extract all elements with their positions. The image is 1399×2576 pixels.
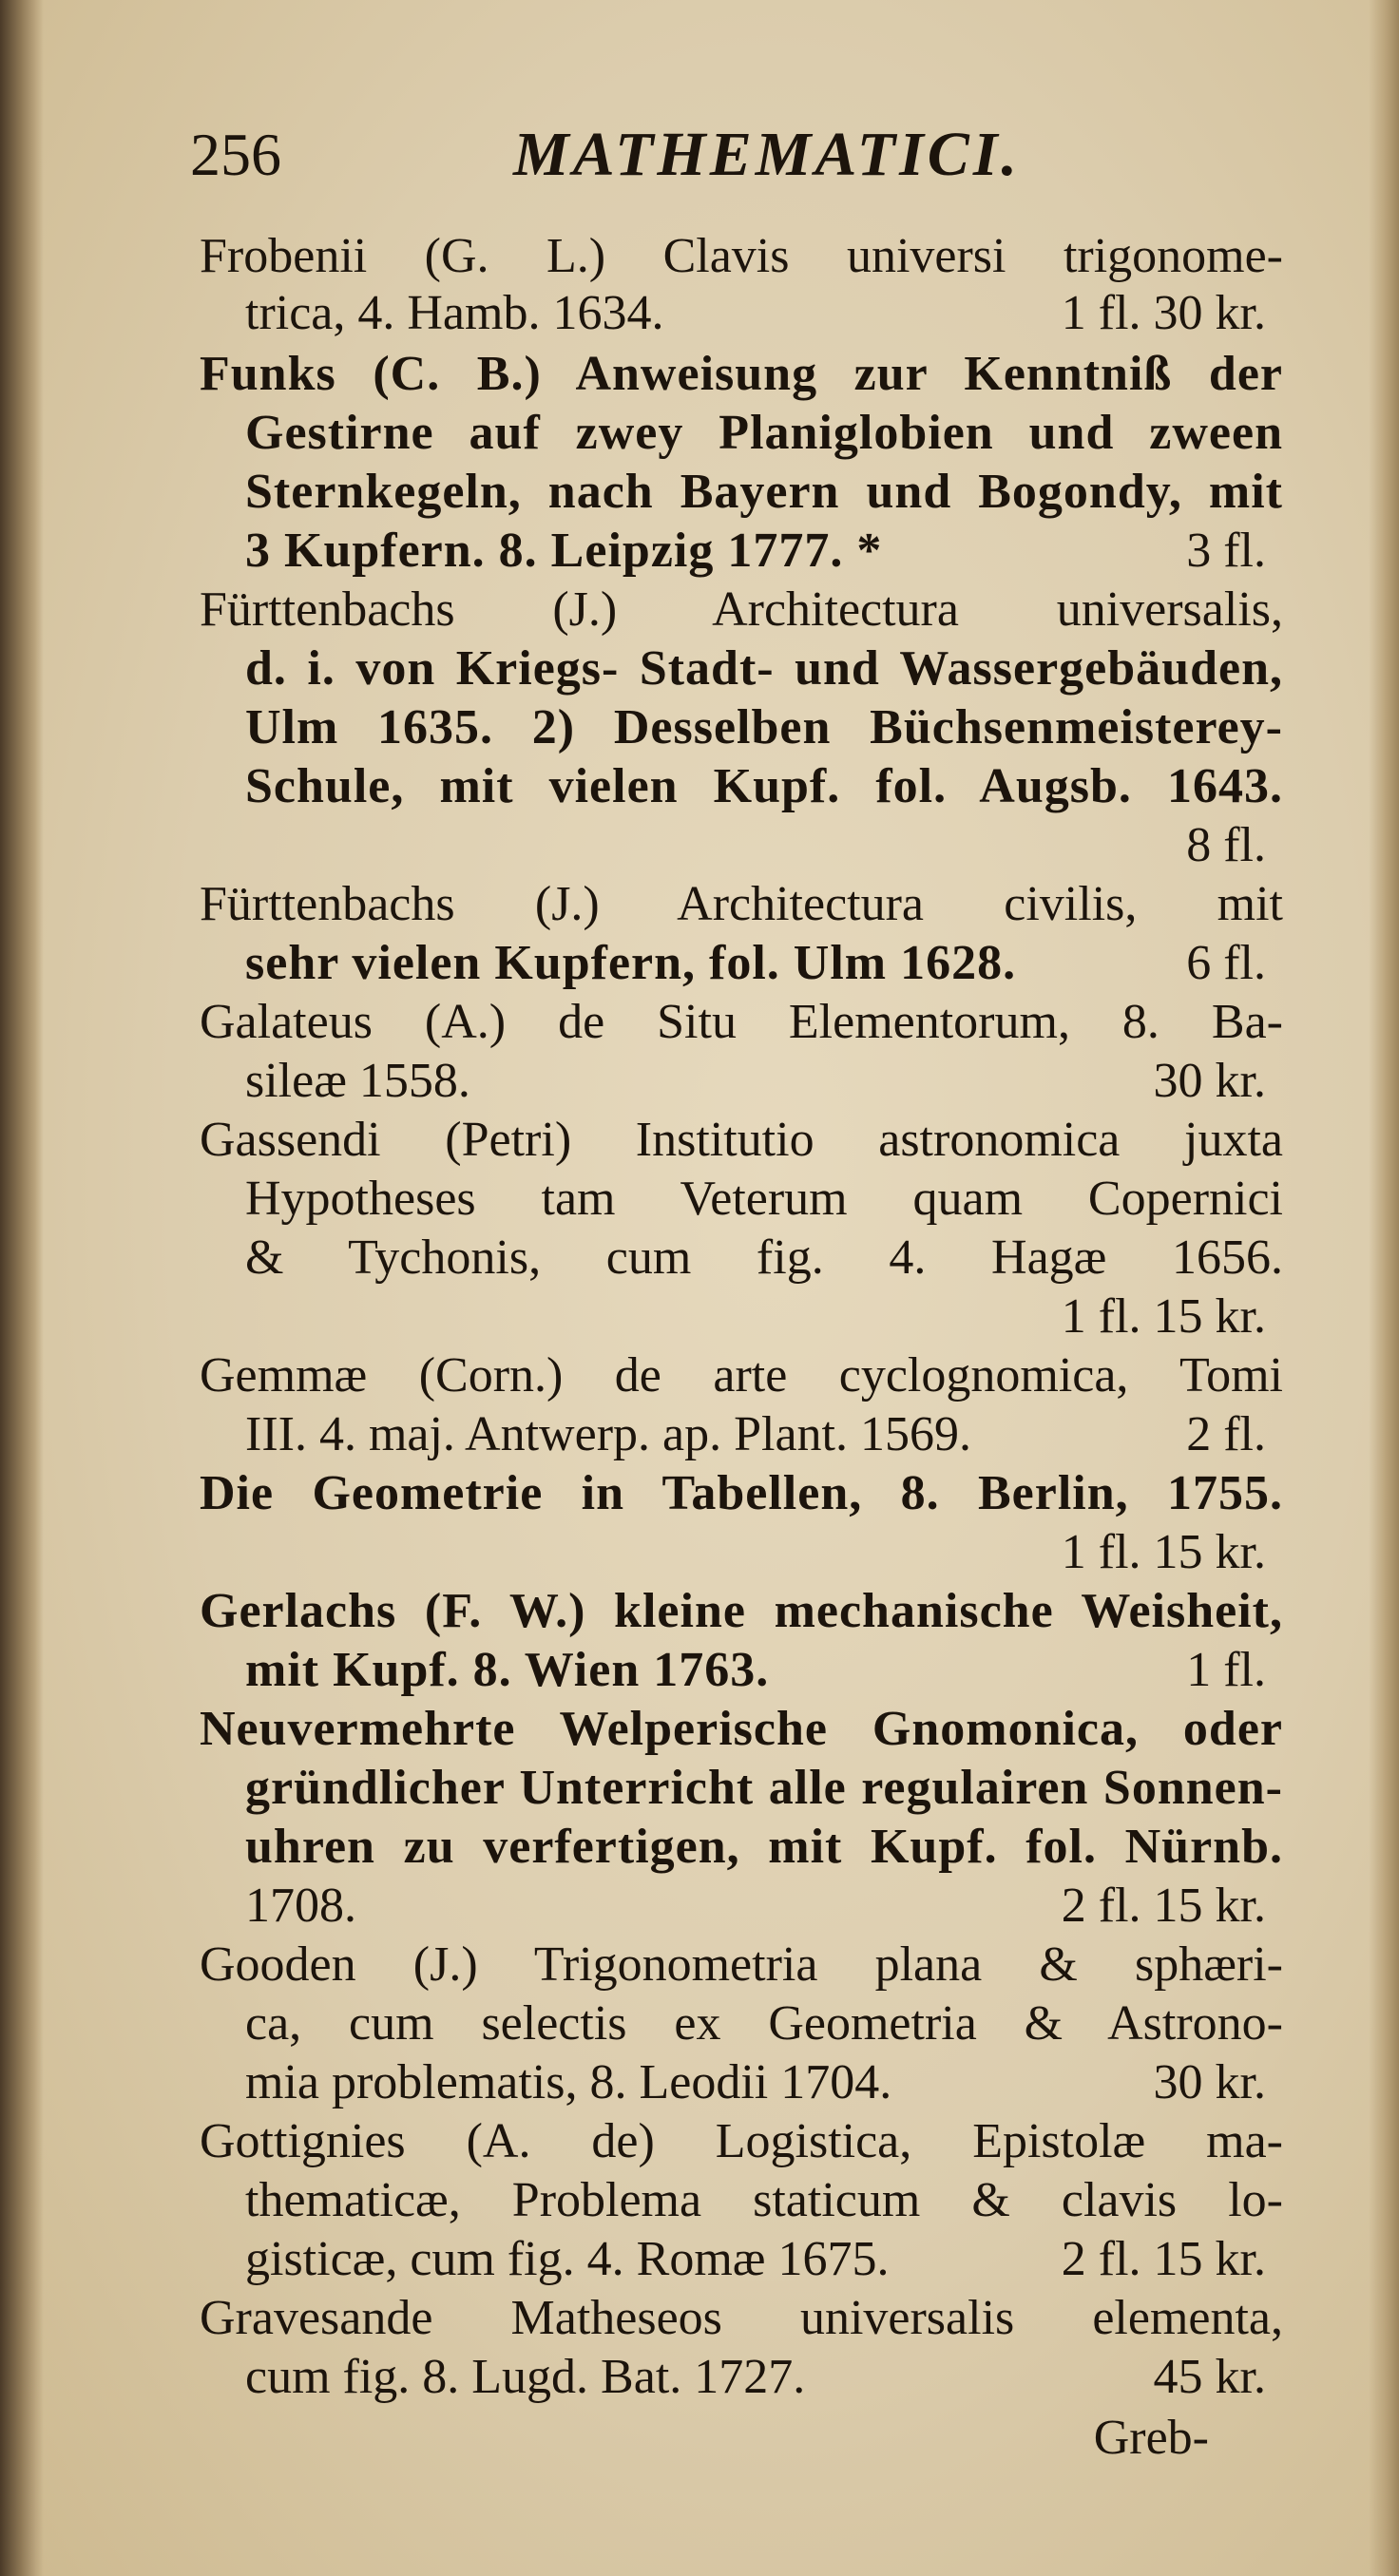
- entry-line: cum fig. 8. Lugd. Bat. 1727.: [245, 2350, 806, 2404]
- entry-line: Gooden (J.) Trigonometria plana & sphæri-: [200, 1937, 1283, 1992]
- entry-price: 6 fl.: [1186, 936, 1266, 990]
- entry-line: Gottignies (A. de) Logistica, Epistolæ ma-: [200, 2114, 1283, 2168]
- entry-line: gisticæ, cum fig. 4. Romæ 1675.: [245, 2232, 890, 2286]
- entry-line: thematicæ, Problema staticum & clavis lo-: [245, 2173, 1283, 2227]
- entry-price: 1 fl. 15 kr.: [1061, 1525, 1266, 1579]
- running-head: MATHEMATICI.: [513, 120, 1022, 189]
- entry-line: sileæ 1558.: [245, 1054, 470, 1108]
- entry-line: 1708.: [245, 1879, 356, 1933]
- entry-line: mit Kupf. 8. Wien 1763.: [245, 1643, 770, 1697]
- entry-line: ca, cum selectis ex Geometria & Astrono-: [245, 1996, 1283, 2051]
- entry-price: 30 kr.: [1153, 1054, 1266, 1108]
- entry-line: uhren zu verfertigen, mit Kupf. fol. Nürnb.: [245, 1820, 1283, 1874]
- catchword: Greb-: [1093, 2411, 1209, 2465]
- entry-line: Ulm 1635. 2) Desselben Büchsenmeisterey-: [245, 700, 1283, 754]
- entry-price: 45 kr.: [1153, 2350, 1266, 2404]
- entry-line: gründlicher Unterricht alle regulairen Sonnen-: [245, 1761, 1283, 1815]
- entry-price: 2 fl. 15 kr.: [1061, 1879, 1266, 1933]
- entry-line: trica, 4. Hamb. 1634.: [245, 286, 664, 340]
- entry-price: 8 fl.: [1186, 818, 1266, 872]
- entry-line: Die Geometrie in Tabellen, 8. Berlin, 1755.: [200, 1466, 1283, 1520]
- entry-line: Gestirne auf zwey Planiglobien und zween: [245, 406, 1283, 460]
- entry-line: d. i. von Kriegs- Stadt- und Wassergebäuden,: [245, 641, 1283, 696]
- page-number: 256: [190, 121, 281, 188]
- entry-line: Frobenii (G. L.) Clavis universi trigonome-: [200, 229, 1283, 283]
- entry-line: mia problematis, 8. Leodii 1704.: [245, 2055, 892, 2109]
- entry-line: Schule, mit vielen Kupf. fol. Augsb. 1643.: [245, 759, 1283, 813]
- entry-line: Gemmæ (Corn.) de arte cyclognomica, Tomi: [200, 1348, 1283, 1402]
- page-header: [190, 112, 1283, 198]
- entry-line: sehr vielen Kupfern, fol. Ulm 1628.: [245, 936, 1017, 990]
- entry-line: Gravesande Matheseos universalis elementa,: [200, 2291, 1283, 2345]
- entry-line: & Tychonis, cum fig. 4. Hagæ 1656.: [245, 1231, 1283, 1285]
- entry-line: Galateus (A.) de Situ Elementorum, 8. Ba-: [200, 995, 1283, 1049]
- entry-price: 2 fl.: [1186, 1407, 1266, 1461]
- entry-price: 2 fl. 15 kr.: [1061, 2232, 1266, 2286]
- entry-line: Fürttenbachs (J.) Architectura universalis,: [200, 582, 1283, 637]
- entry-line: III. 4. maj. Antwerp. ap. Plant. 1569.: [245, 1407, 971, 1461]
- entry-line: Funks (C. B.) Anweisung zur Kenntniß der: [200, 347, 1283, 401]
- entry-line: 3 Kupfern. 8. Leipzig 1777. *: [245, 524, 883, 578]
- entry-price: 30 kr.: [1153, 2055, 1266, 2109]
- entry-line: Fürttenbachs (J.) Architectura civilis, mit: [200, 877, 1283, 931]
- entry-line: Neuvermehrte Welperische Gnomonica, oder: [200, 1702, 1283, 1756]
- entry-price: 1 fl. 15 kr.: [1061, 1289, 1266, 1344]
- entry-line: Gerlachs (F. W.) kleine mechanische Weisheit,: [200, 1584, 1283, 1638]
- entry-price: 1 fl.: [1186, 1643, 1266, 1697]
- entry-price: 3 fl.: [1186, 524, 1266, 578]
- entry-line: Sternkegeln, nach Bayern und Bogondy, mit: [245, 465, 1283, 519]
- entry-line: Gassendi (Petri) Institutio astronomica juxta: [200, 1113, 1283, 1167]
- entry-line: Hypotheses tam Veterum quam Copernici: [245, 1172, 1283, 1226]
- entry-price: 1 fl. 30 kr.: [1061, 286, 1266, 340]
